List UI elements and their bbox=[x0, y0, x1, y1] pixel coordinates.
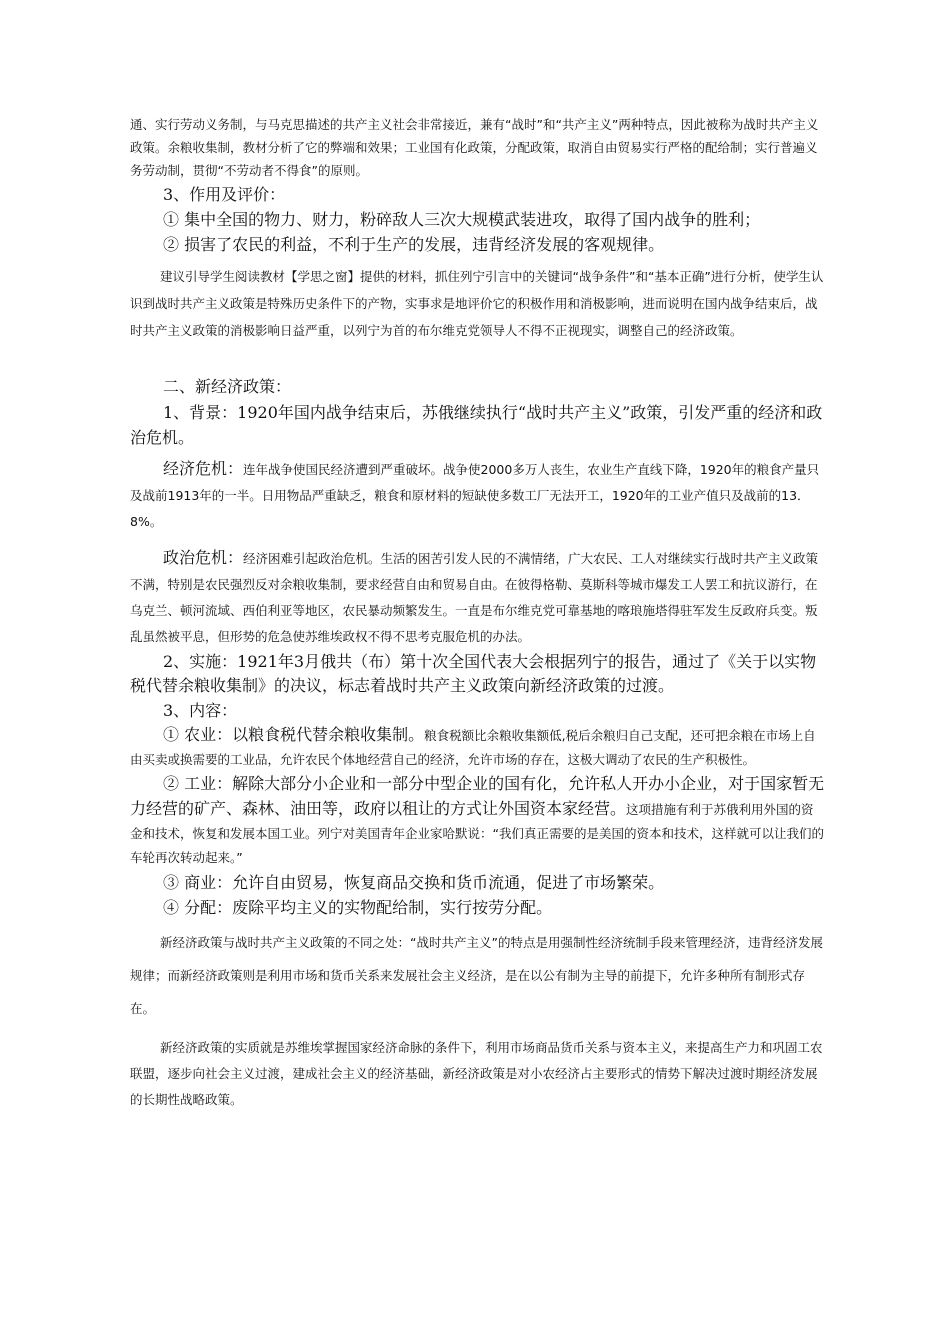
teaching-suggestion: 建议引导学生阅读教材【学思之窗】提供的材料，抓住列宁引言中的关键词“战争条件”和“基本正确”进行分析，使学生认识到战时共产主义政策是特殊历史条件下的产物，实事求是地评价它的积极作用和消极影响，进而说明在国内战争结束后，战时共产主义政策的消极影响日益严重，以列宁为首的布尔维克党领导人不得不正视现实，调整自己的经济政策。 bbox=[130, 269, 824, 338]
economic-crisis-paragraph bbox=[130, 456, 826, 535]
content-title: 3、内容： bbox=[163, 701, 238, 720]
evaluation-item-1: ① 集中全国的物力、财力，粉碎敌人三次大规模武装进攻，取得了国内战争的胜利； bbox=[163, 210, 761, 229]
commerce-item: ③ 商业：允许自由贸易，恢复商品交换和货币流通，促进了市场繁荣。 bbox=[163, 873, 665, 892]
section-3-title: 3、作用及评价： bbox=[163, 185, 286, 204]
agriculture-detail: 粮食税额比余粮收集额低,税后余粮归自己支配，还可把余粮在市场上自由买卖或换需要的工业品，允许农民个体地经营自己的经济，允许市场的存在，这极大调动了农民的生产积极性。 bbox=[130, 728, 816, 767]
agriculture-item bbox=[130, 723, 826, 772]
agriculture-lead: ① 农业：以粮食税代替余粮收集制。 bbox=[163, 725, 425, 744]
distribution-item: ④ 分配：废除平均主义的实物配给制，实行按劳分配。 bbox=[163, 898, 553, 917]
intro-paragraph: 通、实行劳动义务制，与马克思描述的共产主义社会非常接近，兼有“战时”和“共产主义”两种特点，因此被称为战时共产主义政策。余粮收集制，教材分析了它的弊端和效果；工业国有化政策，分配政策，取消自由贸易实行严格的配给制；实行普遍义务劳动制，贯彻“不劳动者不得食”的原则。 bbox=[130, 117, 819, 178]
background-paragraph: 1、背景：1920年国内战争结束后，苏俄继续执行“战时共产主义”政策，引发严重的经济和政治危机。 bbox=[130, 403, 823, 447]
implementation-paragraph: 2、实施：1921年3月俄共（布）第十次全国代表大会根据列宁的报告，通过了《关于以实物税代替余粮收集制》的决议，标志着战时共产主义政策向新经济政策的过渡。 bbox=[130, 652, 817, 695]
political-crisis-paragraph bbox=[130, 545, 826, 650]
industry-lead: ② 工业：解除大部分小企业和一部分中型企业的国有化，允许私人开办小企业，对于国家暂无力经营的矿产、森林、油田等，政府以租让的方式让外国资本家经营。 bbox=[130, 774, 825, 818]
part-2-title: 二、新经济政策： bbox=[163, 377, 292, 396]
economic-crisis-text: 连年战争使国民经济遭到严重破坏。战争使2000多万人丧生，农业生产直线下降，1920年的粮食产量只及战前1913年的一半。日用物品严重缺乏，粮食和原材料的短缺使多数工厂无法开工，1920年的工业产值只及战前的13．8%。 bbox=[130, 462, 820, 529]
evaluation-item-2: ② 损害了农民的利益，不利于生产的发展，违背经济发展的客观规律。 bbox=[163, 235, 665, 254]
economic-crisis-label: 经济危机： bbox=[163, 459, 244, 478]
document-body bbox=[130, 113, 826, 1113]
difference-paragraph: 新经济政策与战时共产主义政策的不同之处：“战时共产主义”的特点是用强制性经济统制手段来管理经济，违背经济发展规律；而新经济政策则是利用市场和货币关系来发展社会主义经济，是在以公有制为主导的前提下，允许多种所有制形式存在。 bbox=[130, 935, 823, 1016]
political-crisis-label: 政治危机： bbox=[163, 548, 244, 567]
industry-detail: 这项措施有利于苏俄利用外国的资金和技术，恢复和发展本国工业。列宁对美国青年企业家哈默说：“我们真正需要的是美国的资本和技术，这样就可以让我们的车轮再次转动起来。” bbox=[130, 802, 824, 865]
political-crisis-text: 经济困难引起政治危机。生活的困苦引发人民的不满情绪，广大农民、工人对继续实行战时共产主义政策不满，特别是农民强烈反对余粮收集制，要求经营自由和贸易自由。在彼得格勒、莫斯科等城市爆发工人罢工和抗议游行，在乌克兰、顿河流域、西伯利亚等地区，农民暴动频繁发生。一直是布尔维克党可靠基地的喀琅施塔得驻军发生反政府兵变。叛乱虽然被平息，但形势的危急使苏维埃政权不得不思考克服危机的办法。 bbox=[130, 551, 819, 644]
industry-item bbox=[130, 772, 826, 870]
essence-paragraph: 新经济政策的实质就是苏维埃掌握国家经济命脉的条件下，利用市场商品货币关系与资本主义，来提高生产力和巩固工农联盟，逐步向社会主义过渡，建成社会主义的经济基础，新经济政策是对小农经济占主要形式的情势下解决过渡时期经济发展的长期性战略政策。 bbox=[130, 1040, 823, 1107]
